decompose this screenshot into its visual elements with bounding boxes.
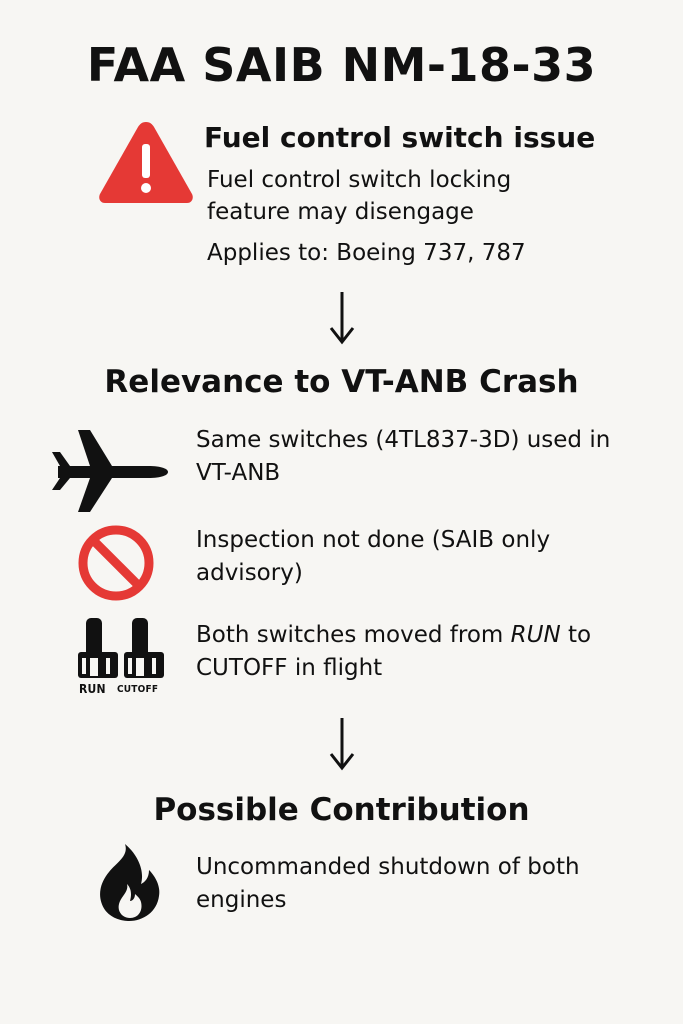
- issue-description: Fuel control switch locking feature may disengage: [207, 167, 512, 225]
- airplane-icon: [50, 428, 170, 514]
- arrow-down-icon: [327, 716, 357, 772]
- contribution-heading: Possible Contribution: [153, 792, 530, 828]
- contribution-item-shutdown: Uncommanded shutdown of both engines: [196, 854, 580, 913]
- arrow-down-icon: [327, 290, 357, 346]
- relevance-item-inspection: Inspection not done (SAIB only advisory): [196, 527, 551, 586]
- page-title: FAA SAIB NM-18-33: [86, 38, 597, 92]
- relevance-item-switches-moved: [196, 619, 636, 685]
- switch-label-run: RUN: [79, 682, 106, 696]
- relevance-heading: Relevance to VT-ANB Crash: [104, 364, 579, 400]
- switch-label-cutoff: CUTOFF: [117, 684, 159, 695]
- switches-moved-text-start: Both switches moved from: [196, 622, 511, 648]
- fuel-switch-icon: [76, 616, 166, 680]
- applies-to-text: Applies to: Boeing 737, 787: [207, 240, 526, 266]
- issue-heading: Fuel control switch issue: [204, 121, 596, 154]
- fire-icon: [95, 842, 163, 922]
- warning-triangle-icon: [96, 118, 196, 206]
- relevance-item-switches: Same switches (4TL837-3D) used in VT-ANB: [196, 427, 611, 486]
- switches-moved-text-end: to CUTOFF in flight: [196, 622, 592, 681]
- prohibited-icon: [77, 524, 155, 602]
- switches-moved-run-emphasis: RUN: [510, 622, 561, 648]
